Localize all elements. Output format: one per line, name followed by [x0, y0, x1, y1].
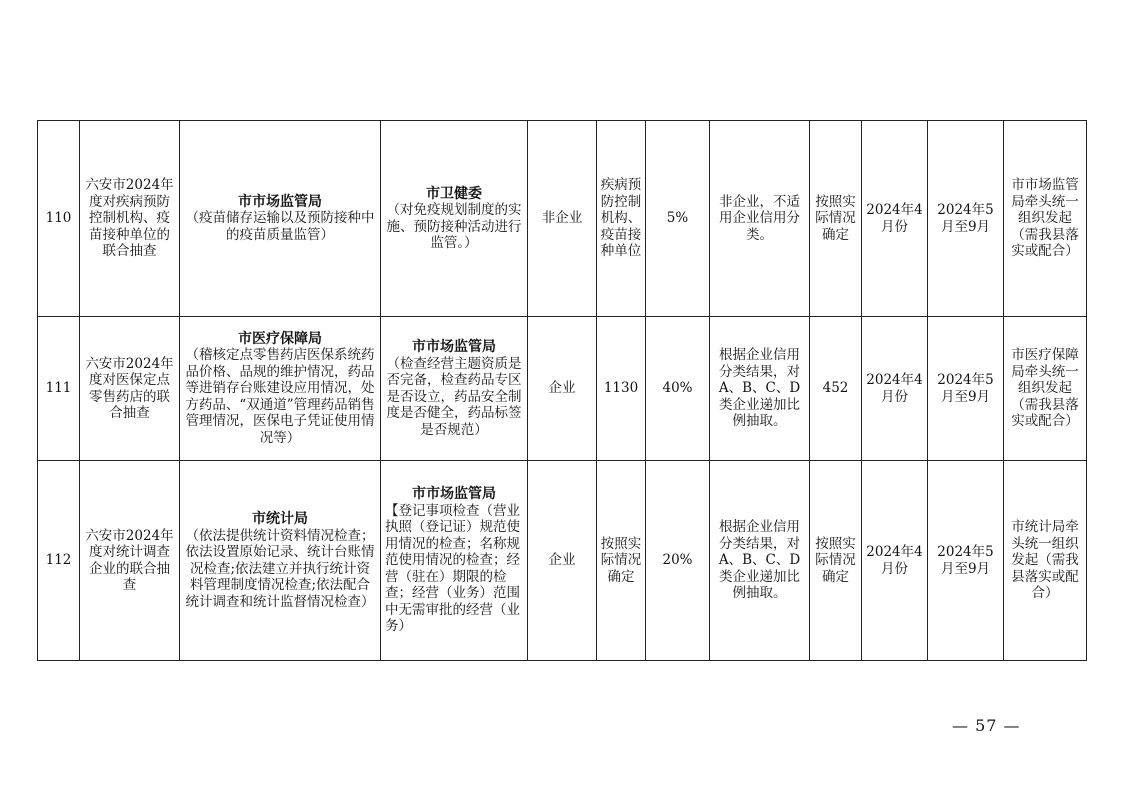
- assist-department-scope: （检查经营主题资质是否完备，检查药品专区是否设立，药品安全制度是否健全，药品标签是否规范）: [386, 355, 522, 438]
- task-name: 六安市2024年度对疾病预防控制机构、疫苗接种单位的联合抽查: [80, 121, 180, 317]
- object-type: 企业: [528, 461, 597, 661]
- remarks: 市统计局牵头统一组织发起（需我县落实或配合）: [1004, 461, 1087, 661]
- lead-department-scope: （疫苗储存运输以及预防接种中的疫苗质量监管）: [185, 210, 375, 243]
- row-number: 111: [38, 317, 80, 461]
- row-number: 110: [38, 121, 80, 317]
- lead-department-scope: （依法提供统计资料情况检查；依法设置原始记录、统计台账情况检查;依法建立并执行统计资料管理制度情况检查;依法配合统计调查和统计监督情况检查）: [185, 527, 375, 610]
- object-type: 非企业: [528, 121, 597, 317]
- object-count: 按照实际情况确定: [597, 461, 646, 661]
- remarks: 市医疗保障局牵头统一组织发起（需我县落实或配合）: [1004, 317, 1087, 461]
- assist-department-scope: 【登记事项检查（营业执照（登记证）规范使用情况的检查；名称规范使用情况的检查；经营（驻在）期限的检查；经营（业务）范围中无需审批的经营（业务）: [385, 502, 520, 635]
- table-row: [38, 461, 1087, 661]
- start-time: 2024年4月份: [862, 121, 928, 317]
- lead-department-cell: [180, 317, 381, 461]
- assist-department: 市市场监管局: [412, 486, 496, 503]
- lead-department: 市市场监管局: [238, 193, 322, 210]
- assist-department: 市卫健委: [426, 185, 482, 202]
- inspection-period: 2024年5月至9月: [928, 317, 1004, 461]
- lead-department: 市统计局: [252, 511, 308, 527]
- inspection-plan-table: [37, 120, 1087, 661]
- inspection-period: 2024年5月至9月: [928, 461, 1004, 661]
- assist-department-cell: [381, 317, 528, 461]
- sample-ratio: 20%: [646, 461, 710, 661]
- start-time: 2024年4月份: [862, 317, 928, 461]
- assist-department: 市市场监管局: [412, 339, 496, 355]
- page-number: — 57 —: [952, 716, 1021, 735]
- task-name: 六安市2024年度对统计调查企业的联合抽查: [80, 461, 180, 661]
- lead-department-scope: （稽核定点零售药店医保系统药品价格、品规的维护情况，药品等进销存台账建设应用情况，处方药品、“双通道”管理药品销售管理情况，医保电子凭证使用情况等）: [185, 347, 375, 446]
- sample-ratio: 40%: [646, 317, 710, 461]
- inspection-period: 2024年5月至9月: [928, 121, 1004, 317]
- table-row: [38, 121, 1087, 317]
- sampling-method: 根据企业信用分类结果，对A、B、C、D类企业递加比例抽取。: [710, 317, 810, 461]
- sample-count: 按照实际情况确定: [810, 121, 862, 317]
- sample-ratio: 5%: [646, 121, 710, 317]
- sample-count: 按照实际情况确定: [810, 461, 862, 661]
- remarks: 市市场监管局牵头统一组织发起（需我县落实或配合）: [1004, 121, 1087, 317]
- assist-department-cell: [381, 121, 528, 317]
- assist-department-cell: [381, 461, 528, 661]
- assist-department-scope: （对免疫规划制度的实施、预防接种活动进行监管。）: [386, 202, 522, 251]
- lead-department-cell: [180, 461, 381, 661]
- object-count: 1130: [597, 317, 646, 461]
- lead-department: 市医疗保障局: [238, 330, 322, 347]
- task-name: 六安市2024年度对医保定点零售药店的联合抽查: [80, 317, 180, 461]
- object-type: 企业: [528, 317, 597, 461]
- start-time: 2024年4月份: [862, 461, 928, 661]
- row-number: 112: [38, 461, 80, 661]
- object-count: 疾病预防控制机构、疫苗接种单位: [597, 121, 646, 317]
- table-row: [38, 317, 1087, 461]
- sample-count: 452: [810, 317, 862, 461]
- sampling-method: 非企业，不适用企业信用分类。: [710, 121, 810, 317]
- sampling-method: 根据企业信用分类结果，对A、B、C、D类企业递加比例抽取。: [710, 461, 810, 661]
- lead-department-cell: [180, 121, 381, 317]
